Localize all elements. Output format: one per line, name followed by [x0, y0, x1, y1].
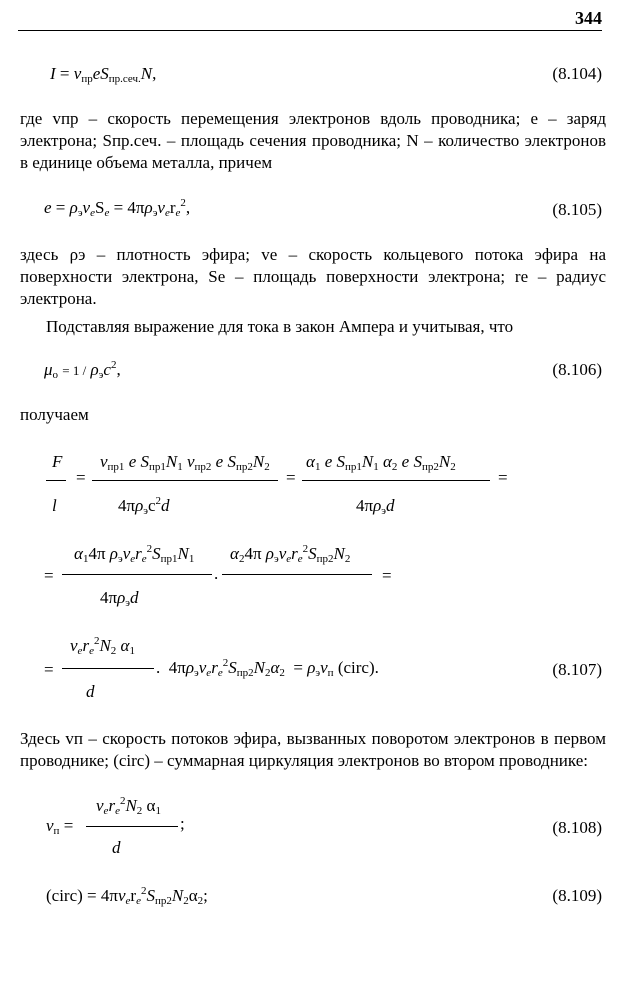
equation-8-105: $e = \rho_эv_eS_e = 4\pi\rho_эv_er_e^2$, — [44, 197, 191, 219]
page-number: 344 — [575, 8, 602, 28]
equation-number: (8.104) — [552, 64, 602, 83]
equation-number: (8.106) — [552, 360, 602, 379]
paragraph-explanation: Здесь vп – скорость потоков эфира, вызванных поворотом электронов в первом проводнике; (circ) – суммарная циркуляция электронов во втором проводнике: — [20, 729, 606, 770]
paragraph-ampere-law: Подставляя выражение для тока в закон Ампера и учитывая, что — [46, 317, 514, 336]
paragraph-definitions-2: здесь ρэ – плотность эфира; ve – скорость кольцевого потока эфира на поверхности электрона, Se – площадь поверхности электрона; re – радиус электрона. — [20, 245, 606, 308]
equation-number: (8.105) — [552, 200, 602, 219]
equation-number: (8.109) — [552, 886, 602, 905]
header-rule — [18, 30, 602, 31]
equation-number: (8.108) — [552, 818, 602, 837]
equation-8-106: $\mu_o = 1 / \rho_эc^2$, — [44, 359, 121, 381]
paragraph-definitions-1: где vпр – скорость перемещения электронов вдоль проводника; e – заряд электрона; Sпр.сеч. – площадь сечения проводника; N – количество электронов в единице объема металла, причем — [20, 109, 606, 172]
equation-number: (8.107) — [552, 660, 602, 679]
equation-8-104: $I = v_{пр}eS_{пр.сеч.}N$, — [50, 64, 157, 85]
equation-8-109: (circ) = $4\pi v_er_e^2S_{пр2}N_2\alpha_2$; — [46, 885, 208, 907]
paragraph-obtain: получаем — [20, 405, 89, 424]
